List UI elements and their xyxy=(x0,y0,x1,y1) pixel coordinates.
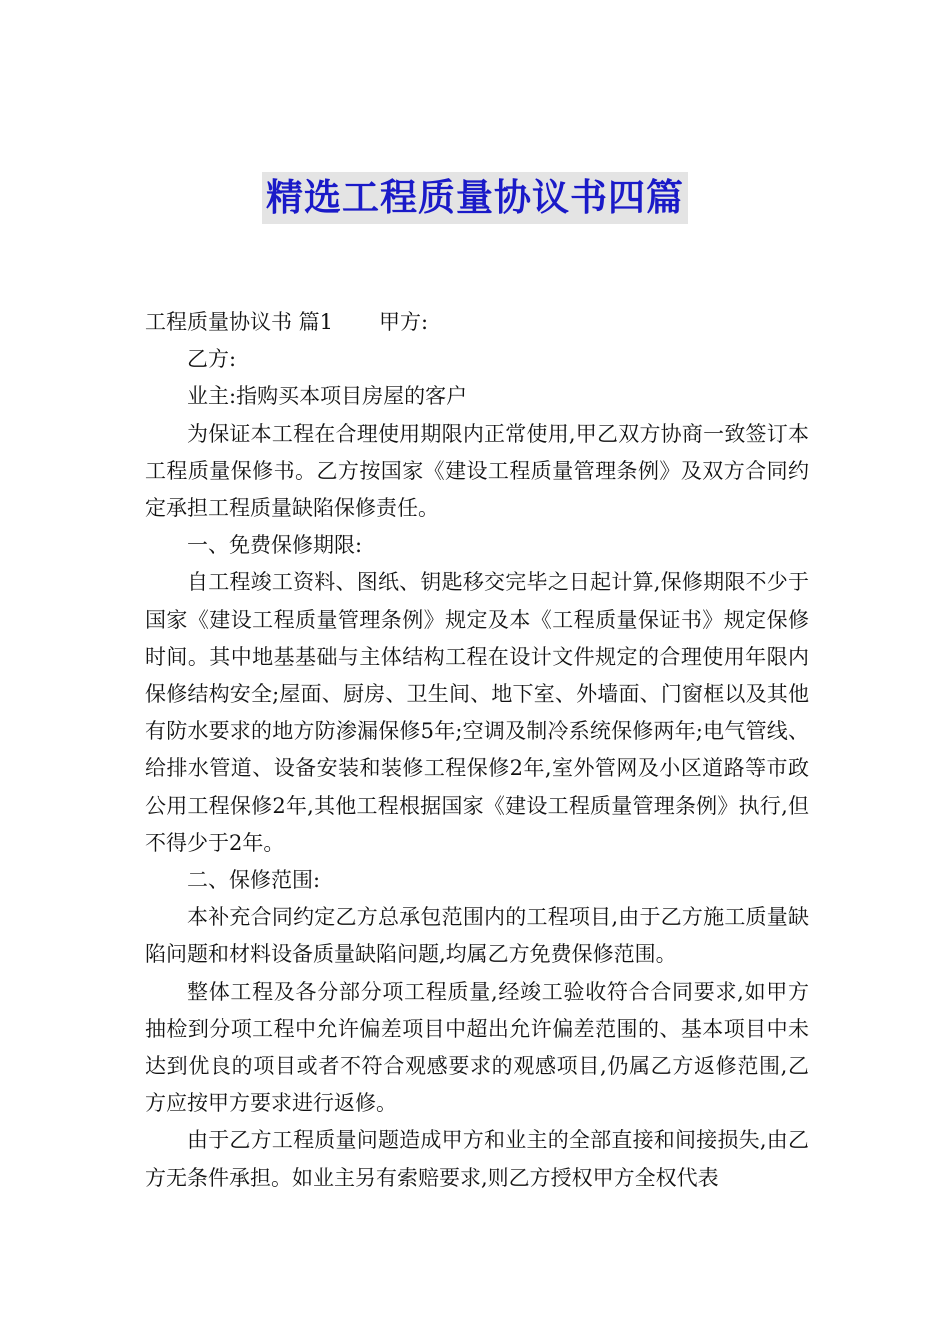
paragraph-party-b: 乙方: xyxy=(187,347,237,372)
party-a-label: 甲方: xyxy=(379,310,429,334)
heading-warranty-period: 一、免费保修期限: xyxy=(187,533,363,558)
paragraph-scope-2: 整体工程及各分部分项工程质量,经竣工验收符合合同要求,如甲方抽检到分项工程中允许偏差项目中超出允许偏差范围的、基本项目中未达到优良的项目或者不符合观感要求的观感项目,仍属乙方返修范围,乙方应按甲方要求进行返修。 xyxy=(145,979,809,1116)
title-container xyxy=(0,172,950,224)
paragraph-warranty-period: 自工程竣工资料、图纸、钥匙移交完毕之日起计算,保修期限不少于国家《建设工程质量管理条例》规定及本《工程质量保证书》规定保修时间。其中地基基础与主体结构工程在设计文件规定的合理使用年限内保修结构安全;屋面、厨房、卫生间、地下室、外墙面、门窗框以及其他有防水要求的地方防渗漏保修5年;空调及制冷系统保修两年;电气管线、给排水管道、设备安装和装修工程保修2年,室外管网及小区道路等市政公用工程保修2年,其他工程根据国家《建设工程质量管理条例》执行,但不得少于2年。 xyxy=(145,570,809,855)
paragraph-purpose: 为保证本工程在合理使用期限内正常使用,甲乙双方协商一致签订本工程质量保修书。乙方按国家《建设工程质量管理条例》及双方合同约定承担工程质量缺陷保修责任。 xyxy=(145,421,809,521)
document-title: 精选工程质量协议书四篇 xyxy=(262,172,688,224)
heading-warranty-scope: 二、保修范围: xyxy=(187,868,321,893)
document-body xyxy=(145,304,809,1197)
paragraph-scope-1: 本补充合同约定乙方总承包范围内的工程项目,由于乙方施工质量缺陷问题和材料设备质量缺陷问题,均属乙方免费保修范围。 xyxy=(145,905,809,967)
heading-line xyxy=(145,304,809,341)
paragraph-liability: 由于乙方工程质量问题造成甲方和业主的全部直接和间接损失,由乙方无条件承担。如业主另有索赔要求,则乙方授权甲方全权代表 xyxy=(145,1128,809,1190)
paragraph-owner: 业主:指购买本项目房屋的客户 xyxy=(187,384,468,409)
section-label: 工程质量协议书 篇1 xyxy=(145,310,334,334)
